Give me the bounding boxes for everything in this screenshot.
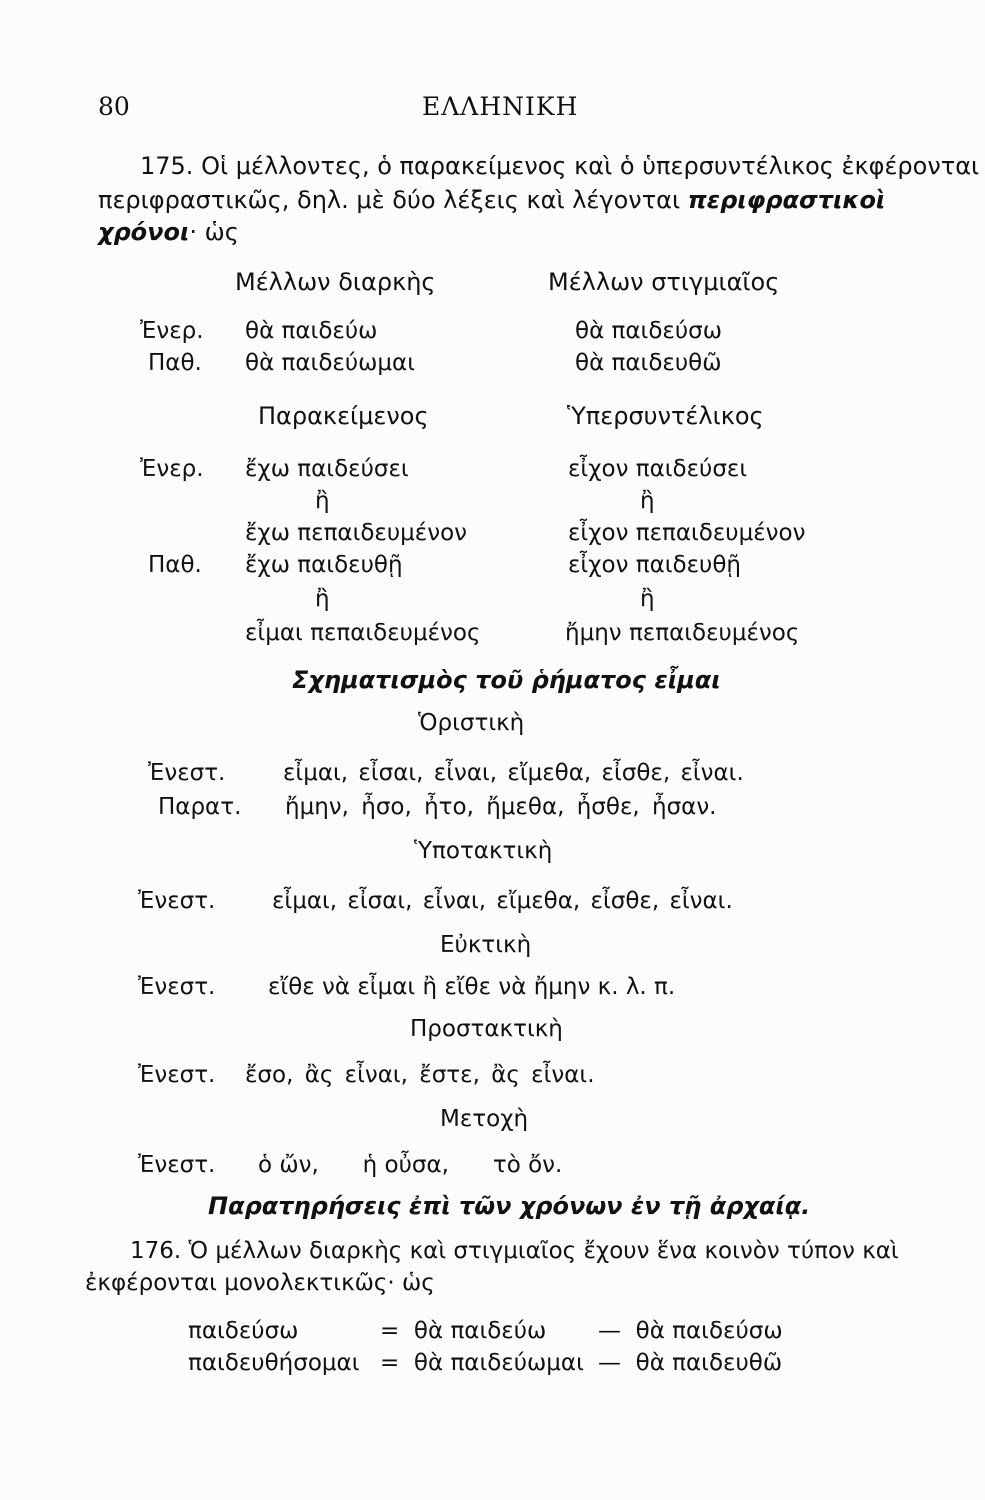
tense-label-present: Ἐνεστ.: [138, 974, 216, 1000]
tense-label-present: Ἐνεστ.: [138, 888, 216, 914]
voice-label-passive-2: Παθ.: [148, 552, 202, 578]
p175-line2: [98, 186, 885, 214]
or-word: ἢ: [640, 488, 655, 514]
perfect-active-2: ἔχω πεπαιδευμένον: [245, 520, 468, 546]
pluperfect-active-2: εἶχον πεπαιδευμένον: [568, 520, 806, 546]
mood-heading-optative: Εὐκτικὴ: [440, 932, 532, 958]
future-continuous-heading: Μέλλων διαρκὴς: [235, 268, 436, 296]
imperative-present-forms: ἔσο, ἂς εἶναι, ἔστε, ἂς εἶναι.: [245, 1062, 595, 1088]
pluperfect-active-1: εἶχον παιδεύσει: [568, 456, 748, 482]
perfect-passive-1: ἔχω παιδευθῇ: [245, 552, 403, 578]
equation-1-left: παιδεύσω: [188, 1318, 299, 1344]
p175-line2-text: περιφραστικῶς, δηλ. μὲ δύο λέξεις καὶ λέγονται: [98, 186, 688, 214]
voice-label-active-2: Ἐνερ.: [140, 456, 204, 482]
tense-label-imperfect: Παρατ.: [158, 794, 242, 820]
voice-label-active: Ἐνερ.: [140, 318, 204, 344]
indicative-imperfect-forms: ἤμην, ἦσο, ἦτο, ἤμεθα, ἦσθε, ἦσαν.: [285, 794, 717, 820]
perfect-passive-2: εἶμαι πεπαιδευμένος: [245, 620, 481, 646]
mood-heading-subjunctive: Ὑποτακτικὴ: [414, 838, 553, 864]
indicative-present-forms: εἶμαι, εἶσαι, εἶναι, εἴμεθα, εἶσθε, εἶναι.: [283, 760, 744, 786]
future-mom-active: θὰ παιδεύσω: [575, 318, 722, 344]
or-word: ἢ: [640, 586, 655, 612]
tense-label-present: Ἐνεστ.: [138, 1152, 216, 1178]
or-word: ἢ: [315, 586, 330, 612]
p175-line3-text: · ὡς: [189, 218, 239, 246]
p175-line1: 175. Οἱ μέλλοντες, ὁ παρακείμενος καὶ ὁ ὑπερσυντέλικος ἐκφέρονται: [140, 152, 980, 180]
section-title-observations: Παρατηρήσεις ἐπὶ τῶν χρόνων ἐν τῇ ἀρχαίᾳ.: [208, 1192, 811, 1220]
equation-1-right: — θὰ παιδεύσω: [598, 1318, 783, 1344]
pluperfect-heading: Ὑπερσυντέλικος: [567, 402, 764, 430]
pluperfect-passive-2: ἤμην πεπαιδευμένος: [565, 620, 800, 646]
tense-label-present: Ἐνεστ.: [138, 1062, 216, 1088]
running-title: ΕΛΛΗΝΙΚΗ: [422, 92, 579, 121]
voice-label-passive: Παθ.: [148, 350, 202, 376]
equation-2-left: παιδευθήσομαι: [188, 1350, 360, 1376]
participle-present-forms: ὁ ὤν, ἡ οὖσα, τὸ ὄν.: [258, 1152, 563, 1178]
mood-heading-imperative: Προστακτικὴ: [410, 1016, 563, 1042]
perfect-heading: Παρακείμενος: [258, 402, 429, 430]
optative-present-forms: εἴθε νὰ εἶμαι ἢ εἴθε νὰ ἤμην κ. λ. π.: [268, 974, 676, 1000]
future-cont-active: θὰ παιδεύω: [245, 318, 378, 344]
page-number: 80: [98, 92, 130, 121]
future-mom-passive: θὰ παιδευθῶ: [575, 350, 722, 376]
future-momentary-heading: Μέλλων στιγμιαῖος: [548, 268, 780, 296]
mood-heading-participle: Μετοχὴ: [440, 1106, 529, 1132]
mood-heading-indicative: Ὁριστικὴ: [418, 710, 525, 736]
or-word: ἢ: [315, 488, 330, 514]
section-title-eimai: Σχηματισμὸς τοῦ ῥήματος εἶμαι: [292, 666, 721, 694]
perfect-active-1: ἔχω παιδεύσει: [245, 456, 409, 482]
equation-2-middle: = θὰ παιδεύωμαι: [380, 1350, 584, 1376]
term-tenses: χρόνοι: [98, 218, 190, 246]
future-cont-passive: θὰ παιδεύωμαι: [245, 350, 415, 376]
p175-line3: [98, 218, 239, 246]
pluperfect-passive-1: εἶχον παιδευθῇ: [568, 552, 741, 578]
subjunctive-present-forms: εἶμαι, εἶσαι, εἶναι, εἴμεθα, εἶσθε, εἶναι.: [272, 888, 733, 914]
p176-line2: ἐκφέρονται μονολεκτικῶς· ὡς: [85, 1270, 435, 1296]
term-periphrastic: περιφραστικοὶ: [687, 186, 886, 214]
p176-line1: 176. Ὁ μέλλων διαρκὴς καὶ στιγμιαῖος ἔχουν ἕνα κοινὸν τύπον καὶ: [130, 1238, 899, 1264]
equation-1-middle: = θὰ παιδεύω: [380, 1318, 547, 1344]
tense-label-present: Ἐνεστ.: [148, 760, 226, 786]
equation-2-right: — θὰ παιδευθῶ: [598, 1350, 783, 1376]
